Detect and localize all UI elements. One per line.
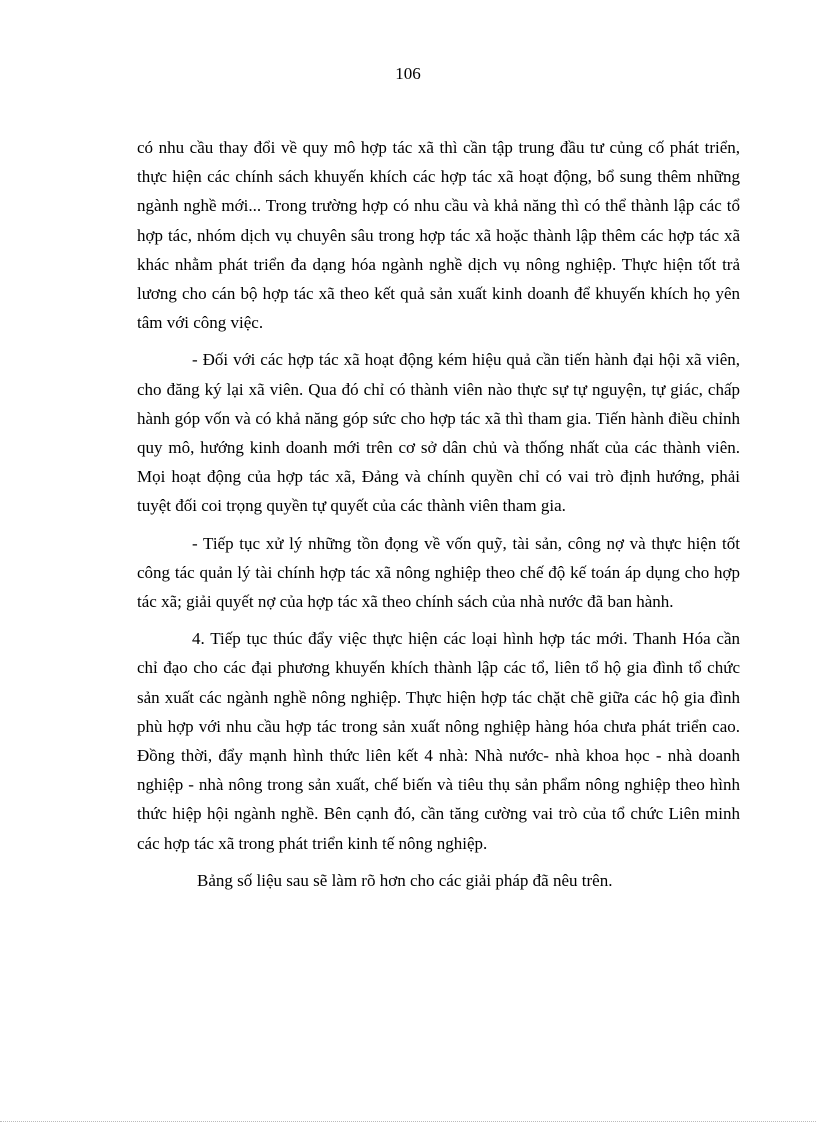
paragraph-new-cooperation-forms: 4. Tiếp tục thúc đẩy việc thực hiện các loại hình hợp tác mới. Thanh Hóa cần chỉ đạo cho các đại phương khuyến khích thành lập các tổ, liên tổ hộ gia đình tổ chức sản xuất các ngành nghề nông nghiệp. Thực hiện hợp tác chặt chẽ giữa các hộ gia đình phù hợp với nhu cầu hợp tác trong sản xuất nông nghiệp hàng hóa chưa phát triển cao. Đồng thời, đẩy mạnh hình thức liên kết 4 nhà: Nhà nước- nhà khoa học - nhà doanh nghiệp - nhà nông trong sản xuất, chế biến và tiêu thụ sản phẩm nông nghiệp theo hình thức hiệp hội ngành nghề. Bên cạnh đó, cần tăng cường vai trò của tổ chức Liên minh các hợp tác xã trong phát triển kinh tế nông nghiệp. [137,629,740,853]
paragraph-weak-cooperatives: - Đối với các hợp tác xã hoạt động kém hiệu quả cần tiến hành đại hội xã viên, cho đăng ký lại xã viên. Qua đó chỉ có thành viên nào thực sự tự nguyện, tự giác, chấp hành góp vốn và có khả năng góp sức cho hợp tác xã thì tham gia. Tiến hành điều chỉnh quy mô, hướng kinh doanh mới trên cơ sở dân chủ và thống nhất của các thành viên. Mọi hoạt động của hợp tác xã, Đảng và chính quyền chỉ có vai trò định hướng, phải tuyệt đối coi trọng quyền tự quyết của các thành viên tham gia. [137,350,740,516]
paragraph-debt-settlement: - Tiếp tục xử lý những tồn đọng về vốn quỹ, tài sản, công nợ và thực hiện tốt công tác quản lý tài chính hợp tác xã nông nghiệp theo chế độ kế toán áp dụng cho hợp tác xã; giải quyết nợ của hợp tác xã theo chính sách của nhà nước đã ban hành. [137,533,740,612]
paragraph-table-intro: Bảng số liệu sau sẽ làm rõ hơn cho các giải pháp đã nêu trên. [197,870,613,890]
page-number: 106 [395,64,421,83]
document-body [137,133,740,903]
paragraph-continuation: có nhu cầu thay đổi về quy mô hợp tác xã thì cần tập trung đầu tư củng cố phát triển, thực hiện các chính sách khuyến khích các hợp tác xã hoạt động, bổ sung thêm những ngành nghề mới... Trong trường hợp có nhu cầu và khả năng thì có thể thành lập các tổ hợp tác, nhóm dịch vụ chuyên sâu trong hợp tác xã hoặc thành lập thêm các hợp tác xã khác nhằm phát triển đa dạng hóa ngành nghề dịch vụ nông nghiệp. Thực hiện tốt trả lương cho cán bộ hợp tác xã theo kết quả sản xuất kinh doanh để khuyến khích họ yên tâm với công việc. [137,138,740,333]
page-bottom-edge [0,1121,816,1122]
